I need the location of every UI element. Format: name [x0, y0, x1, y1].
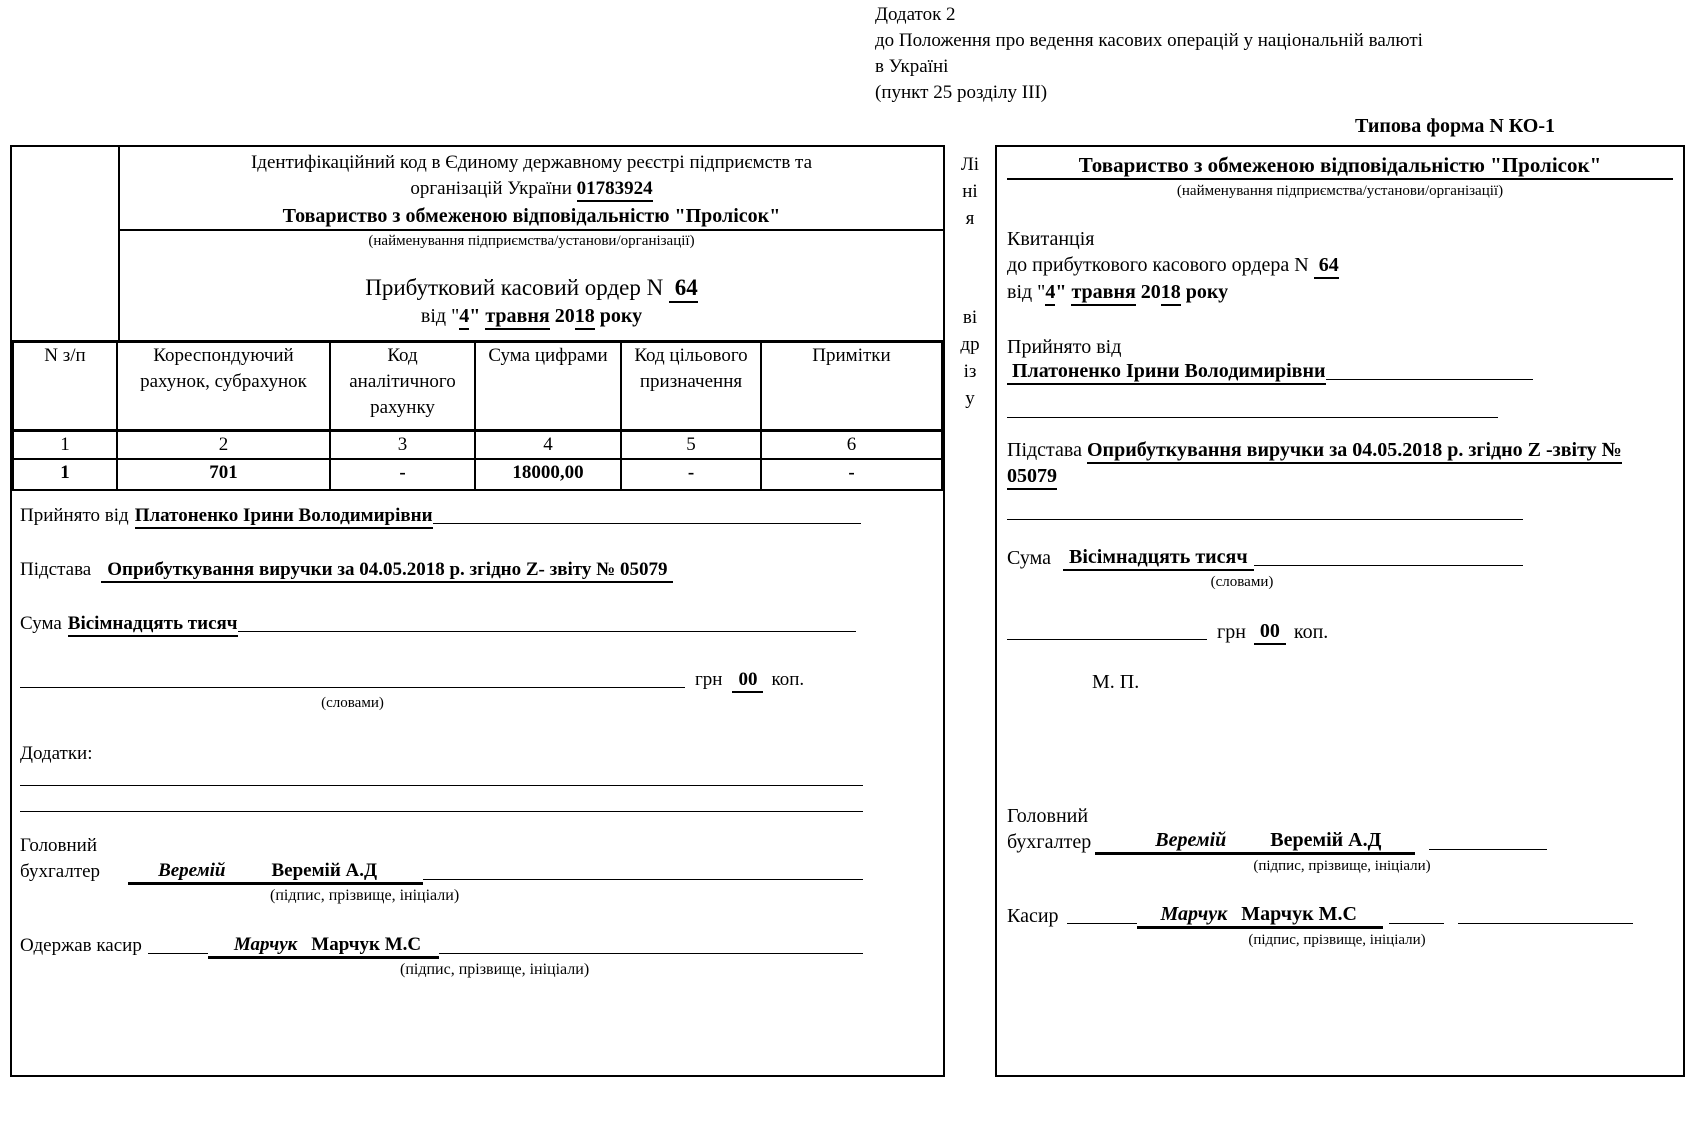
stamp-placeholder: М. П. [1092, 671, 1140, 693]
col-header: N з/п [13, 342, 117, 431]
attachments-line-2 [20, 791, 931, 817]
receipt-sum-line [1254, 565, 1523, 566]
receipt-received-from-row [1007, 360, 1673, 385]
cashier-signature: Марчук [233, 934, 298, 956]
cashier-signature-row [20, 933, 931, 959]
receipt-chief-accountant-label-line2: бухгалтер [1007, 831, 1092, 853]
order-title: Прибутковий касовий ордер N 64 [120, 273, 943, 303]
basis-row [20, 557, 931, 583]
remarks: - [761, 459, 942, 490]
sum-words-row [20, 611, 931, 637]
company-name: Товариство з обмеженою відповідальністю "Пролісок" [120, 203, 943, 231]
accounts-table [12, 340, 943, 491]
amount-digits: 18000,00 [475, 459, 621, 490]
receipt-basis-row [1007, 437, 1673, 489]
receipt-chief-accountant-name: Веремій А.Д [1270, 829, 1382, 851]
receipt-chief-accountant-line [1429, 849, 1547, 850]
chief-signature-note: (підпис, прізвище, ініціали) [270, 887, 460, 904]
receipt-basis-label: Підстава [1007, 439, 1082, 461]
receipt-cashier-signature-block [1137, 903, 1383, 929]
receipt-basis-value: Оприбуткування виручки за 04.05.2018 р. згідно Z -звіту № 05079 [1007, 439, 1622, 490]
form-sheet [10, 145, 1685, 1077]
clause-line: (пункт 25 розділу III) [875, 82, 1048, 103]
edrpou-line-1: Ідентифікаційний код в Єдиному державному реєстрі підприємств та [250, 152, 813, 173]
purpose-code: - [621, 459, 761, 490]
regulation-line-2: в Україні [875, 56, 949, 77]
analytic-code: - [330, 459, 475, 490]
chief-accountant-signature-block [128, 860, 423, 885]
hryvnia-row [20, 667, 931, 693]
received-from-label: Прийнято від [20, 505, 129, 526]
company-name-note: (найменування підприємства/установи/організації) [368, 233, 695, 249]
receipt-cashier-line [1458, 923, 1633, 924]
basis-label: Підстава [20, 559, 92, 580]
order-number: 64 [669, 275, 698, 303]
row-ordinal: 1 [13, 459, 117, 490]
order-date: від "4" травня 2018 року [120, 303, 943, 330]
receipt-sum-value: Вісімнадцять тисяч [1063, 546, 1254, 571]
kopecks-value: 00 [732, 669, 763, 693]
receipt-kopecks-label: коп. [1293, 621, 1329, 643]
col-header: Сума цифрами [475, 342, 621, 431]
accounts-table-number-row [13, 431, 942, 460]
col-number: 4 [475, 431, 621, 460]
col-number: 3 [330, 431, 475, 460]
receipt-cashier-signature-row [1007, 903, 1673, 929]
receipt-date: від "4" травня 2018 року [1007, 279, 1673, 306]
receipt-received-from-line [1326, 379, 1533, 380]
form-code-label: Типова форма N КО-1 [1355, 115, 1555, 137]
received-from-row [20, 503, 931, 529]
chief-accountant-line [423, 879, 863, 880]
col-number: 5 [621, 431, 761, 460]
receipt-cashier-signature: Марчук [1160, 903, 1228, 925]
accounts-table-header-row [13, 342, 942, 431]
receipt-company-note: (найменування підприємства/установи/організації) [1176, 183, 1504, 199]
receipt-sum-label: Сума [1007, 547, 1051, 569]
order-header-main [120, 147, 943, 340]
receipt-received-from-value: Платоненко Ірини Володимирівни [1012, 360, 1326, 385]
cut-line-word-2: відрізу [960, 307, 980, 409]
order-header-empty-cell [12, 147, 120, 340]
receipt-order-ref: до прибуткового касового ордера N 64 [1007, 252, 1673, 279]
receipt-hryvnia-row [1007, 619, 1673, 645]
chief-accountant-signature-row [20, 859, 931, 885]
receipt-words-note: (словами) [1210, 574, 1274, 590]
receipt-company-name: Товариство з обмеженою відповідальністю "Пролісок" [1007, 152, 1673, 180]
accounts-table-value-row [13, 459, 942, 490]
receipt-section [995, 145, 1685, 1077]
cash-order-section [10, 145, 945, 1077]
receipt-chief-accountant-signature-block [1095, 829, 1415, 855]
sum-words-value: Вісімнадцять тисяч [68, 613, 238, 637]
receipt-chief-signature-note: (підпис, прізвище, ініціали) [1253, 858, 1431, 874]
receipt-kopecks-value: 00 [1254, 620, 1286, 645]
receipt-chief-accountant-signature-row [1007, 829, 1673, 855]
attachments-line-1 [20, 767, 931, 791]
basis-value: Оприбуткування виручки за 04.05.2018 р. згідно Z- звіту № 05079 [101, 559, 673, 583]
words-note: (словами) [321, 695, 384, 711]
receipt-blank-line-1 [1007, 385, 1673, 423]
corresponding-account: 701 [117, 459, 330, 490]
chief-accountant-label-line2: бухгалтер [20, 861, 101, 882]
col-header: Примітки [761, 342, 942, 431]
receipt-chief-accountant-signature: Веремій [1155, 829, 1227, 851]
edrpou-line-2: організацій України 01783924 [120, 176, 943, 202]
receipt-cashier-label: Касир [1007, 905, 1059, 927]
order-body [12, 491, 943, 1075]
receipt-order-number: 64 [1314, 254, 1339, 279]
receipt-hryvnia-label: грн [1217, 621, 1246, 643]
received-from-line [433, 523, 861, 524]
col-header: Код аналітичного рахунку [330, 342, 475, 431]
hryvnia-label: грн [695, 669, 723, 690]
receipt-cashier-signature-note: (підпис, прізвище, ініціали) [1248, 932, 1426, 948]
edrpou-code: 01783924 [577, 178, 653, 202]
receipt-blank-line-2 [1007, 489, 1673, 525]
col-header: Кореспондуючий рахунок, субрахунок [117, 342, 330, 431]
attachments-label: Додатки: [20, 743, 93, 764]
col-number: 2 [117, 431, 330, 460]
receipt-title: Квитанція [1007, 228, 1095, 250]
cut-line-strip [945, 145, 995, 1077]
chief-accountant-signature: Веремій [158, 860, 226, 882]
receipt-sum-row [1007, 545, 1673, 571]
appendix-line: Додаток 2 [875, 4, 956, 25]
chief-accountant-name: Веремій А.Д [271, 860, 378, 882]
hryvnia-line [20, 687, 685, 688]
col-number: 6 [761, 431, 942, 460]
kopecks-label: коп. [771, 669, 805, 690]
receipt-hryvnia-line [1007, 639, 1207, 640]
cashier-signature-block [208, 934, 439, 959]
sum-label: Сума [20, 613, 62, 634]
chief-accountant-label-line1: Головний [20, 835, 98, 856]
receipt-cashier-name: Марчук М.С [1241, 903, 1357, 925]
col-header: Код цільового призначення [621, 342, 761, 431]
receipt-received-from-label: Прийнято від [1007, 336, 1122, 358]
cashier-name: Марчук М.С [311, 934, 422, 956]
cashier-signature-note: (підпис, прізвище, ініціали) [400, 961, 590, 978]
col-number: 1 [13, 431, 117, 460]
order-header [12, 147, 943, 340]
received-from-value: Платоненко Ірини Володимирівни [135, 505, 433, 529]
cut-line-word-1: Лінія [960, 154, 980, 229]
appendix-note [875, 2, 1665, 106]
regulation-line-1: до Положення про ведення касових операцій у національній валюті [875, 30, 1423, 51]
receipt-chief-accountant-label-line1: Головний [1007, 805, 1089, 827]
sum-words-line [238, 631, 856, 632]
cashier-line [439, 953, 863, 954]
cashier-label: Одержав касир [20, 935, 142, 956]
